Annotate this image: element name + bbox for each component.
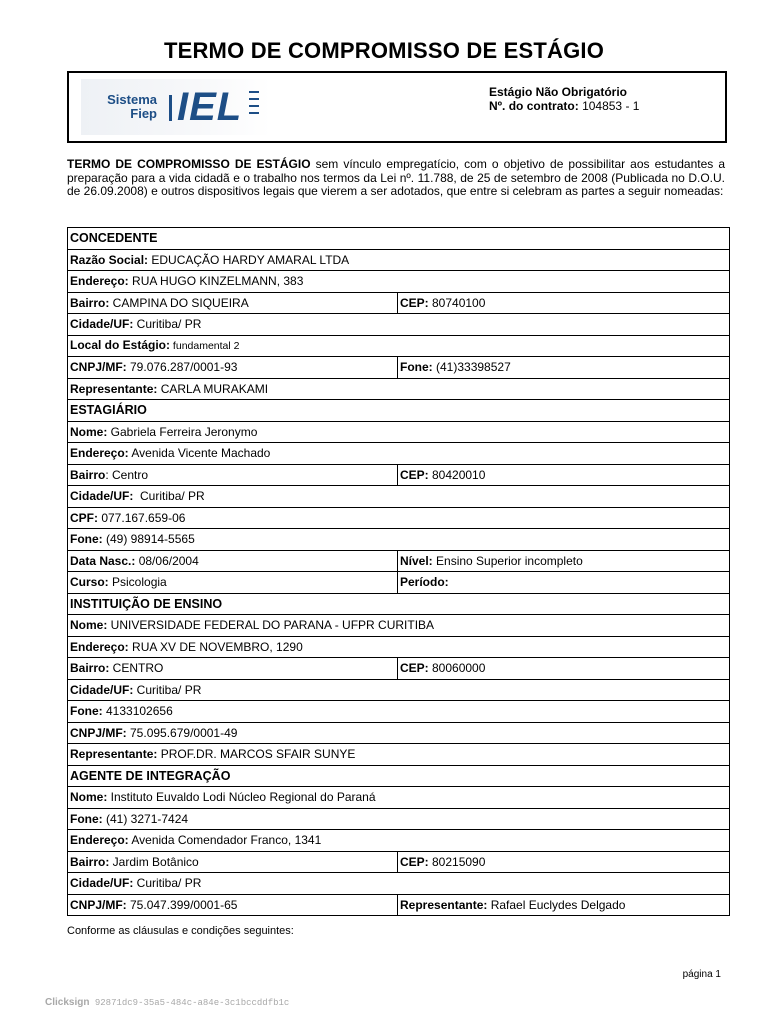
estagiario-curso [68,572,398,594]
estagiario-nivel [398,550,730,572]
field-value: RUA HUGO KINZELMANN, 383 [128,274,304,289]
table-row [68,249,730,271]
table-row [68,292,730,314]
field-value: Instituto Euvaldo Lodi Núcleo Regional do Paraná [107,790,376,805]
field-label: CEP: [400,661,429,676]
table-row [68,679,730,701]
field-label: Endereço: [70,446,129,461]
agente-nome [68,787,730,809]
instituicao-nome [68,615,730,637]
agente-bairro [68,851,398,873]
field-value: Curitiba/ PR [133,876,202,891]
field-label: CNPJ/MF: [70,897,127,912]
clicksign-watermark [45,997,289,1008]
field-value: Ensino Superior incompleto [432,553,583,568]
field-label: Endereço: [70,833,129,848]
estagiario-fone [68,529,730,551]
field-label: CPF: [70,510,98,525]
field-label: Nome: [70,618,108,633]
field-value: fundamental 2 [170,340,240,353]
field-value: RUA XV DE NOVEMBRO, 1290 [128,639,303,654]
field-label: CNPJ/MF: [70,725,127,740]
field-value: CARLA MURAKAMI [157,381,269,396]
field-label: Fone: [70,704,103,719]
field-label: Endereço: [70,274,129,289]
logo-text [97,93,157,121]
table-row [68,529,730,551]
instituicao-endereco [68,636,730,658]
field-label: Cidade/UF: [70,682,134,697]
intro-bold: TERMO DE COMPROMISSO DE ESTÁGIO [67,157,311,171]
field-value: Avenida Vicente Machado [128,446,271,461]
table-row [68,443,730,465]
agente-endereco [68,830,730,852]
logo-line2: Fiep [130,106,157,121]
logo-dashes-icon [249,91,263,119]
section-instituicao: INSTITUIÇÃO DE ENSINO [68,593,730,615]
contract-number-value: 104853 - 1 [582,99,640,113]
field-value: Jardim Botânico [109,854,199,869]
instituicao-cnpj [68,722,730,744]
field-label: Curso: [70,575,109,590]
field-label: Nível: [400,553,433,568]
field-label: CEP: [400,467,429,482]
clicksign-brand: Clicksign [45,997,90,1008]
field-value: Rafael Euclydes Delgado [487,897,626,912]
table-row [68,593,730,615]
table-row [68,894,730,916]
field-value: 80215090 [428,854,486,869]
field-value: : Centro [105,467,149,482]
intro-text: sem vínculo empregatício, com o objetivo de possibilitar aos estudantes a preparação para a vida cidadã e o trabalho nos termos da Lei nº. 11.788, de 25 de setembro de 2008 (Publicada no D.O.U. de 26.09.2008) e outros dispositivos legais que vierem a ser adotados, que entre si celebram as partes a seguir nomeadas: [67,157,726,199]
field-value: Avenida Comendador Franco, 1341 [128,833,322,848]
field-value: 75.047.399/0001-65 [126,897,238,912]
agente-representante [398,894,730,916]
document-title: TERMO DE COMPROMISSO DE ESTÁGIO [163,38,605,63]
instituicao-cidade [68,679,730,701]
field-value: (41) 3271-7424 [102,811,189,826]
parties-table [67,227,730,916]
estagiario-cidade [68,486,730,508]
field-value: EDUCAÇÃO HARDY AMARAL LTDA [148,252,350,267]
field-label: Data Nasc.: [70,553,136,568]
field-value: Curitiba/ PR [133,682,202,697]
concedente-representante [68,378,730,400]
concedente-cep [398,292,730,314]
field-value: PROF.DR. MARCOS SFAIR SUNYE [157,747,356,762]
instituicao-cep [398,658,730,680]
field-value: Psicologia [108,575,167,590]
concedente-endereco [68,271,730,293]
field-label: Razão Social: [70,252,149,267]
field-label: Bairro: [70,661,110,676]
instituicao-representante [68,744,730,766]
concedente-cnpj [68,357,398,379]
header-box [67,71,727,143]
section-concedente: CONCEDENTE [68,228,730,250]
table-row [68,228,730,250]
table-row [68,722,730,744]
concedente-razao [68,249,730,271]
field-label: Representante: [400,897,488,912]
field-value: 80420010 [428,467,486,482]
table-row [68,378,730,400]
field-label: Representante: [70,381,158,396]
agente-cnpj [68,894,398,916]
sistema-fiep-iel-logo [81,79,271,135]
field-label: Representante: [70,747,158,762]
field-label: CEP: [400,295,429,310]
field-value: 4133102656 [102,704,173,719]
table-row [68,550,730,572]
field-value: 80740100 [428,295,486,310]
field-label: Endereço: [70,639,129,654]
instituicao-fone [68,701,730,723]
concedente-local [68,335,730,357]
clauses-note: Conforme as cláusulas e condições seguintes: [67,925,294,937]
field-label: Cidade/UF: [70,489,134,504]
field-value: Curitiba/ PR [133,317,202,332]
table-row [68,271,730,293]
field-label: Bairro: [70,854,110,869]
estagiario-periodo [398,572,730,594]
agente-cep [398,851,730,873]
logo-line1: Sistema [107,92,157,107]
field-label: Bairro: [70,295,110,310]
field-value: CAMPINA DO SIQUEIRA [109,295,249,310]
table-row [68,400,730,422]
table-row [68,658,730,680]
field-label: Fone: [70,532,103,547]
estagiario-nascimento [68,550,398,572]
section-estagiario: ESTAGIÁRIO [68,400,730,422]
estagiario-cpf [68,507,730,529]
field-label: Período: [400,575,449,590]
field-label: Bairro [70,467,106,482]
field-value: Gabriela Ferreira Jeronymo [107,424,258,439]
field-label: Nome: [70,790,108,805]
contract-info [489,85,639,113]
estagiario-endereco [68,443,730,465]
table-row [68,464,730,486]
table-row [68,830,730,852]
field-label: Cidade/UF: [70,876,134,891]
table-row [68,615,730,637]
table-row [68,335,730,357]
table-row [68,765,730,787]
table-row [68,744,730,766]
field-value: UNIVERSIDADE FEDERAL DO PARANA - UFPR CURITIBA [107,618,435,633]
table-row [68,636,730,658]
table-row [68,873,730,895]
field-label: Local do Estágio: [70,338,171,353]
agente-fone [68,808,730,830]
field-label: Fone: [70,811,103,826]
field-label: CEP: [400,854,429,869]
field-value: 75.095.679/0001-49 [126,725,238,740]
contract-number-label: Nº. do contrato: [489,99,579,113]
field-label: Nome: [70,424,108,439]
field-value: 79.076.287/0001-93 [126,360,238,375]
concedente-fone [398,357,730,379]
field-label: Cidade/UF: [70,317,134,332]
concedente-bairro [68,292,398,314]
table-row [68,787,730,809]
instituicao-bairro [68,658,398,680]
logo-mark: IEL [177,85,243,129]
field-value: 077.167.659-06 [98,510,186,525]
page-number: página 1 [682,969,721,980]
estagiario-bairro [68,464,398,486]
contract-type: Estágio Não Obrigatório [489,85,628,99]
field-label: CNPJ/MF: [70,360,127,375]
concedente-cidade [68,314,730,336]
field-value: (49) 98914-5565 [102,532,195,547]
field-label: Fone: [400,360,433,375]
table-row [68,421,730,443]
estagiario-nome [68,421,730,443]
section-agente: AGENTE DE INTEGRAÇÃO [68,765,730,787]
table-row [68,572,730,594]
field-value: 08/06/2004 [135,553,199,568]
table-row [68,486,730,508]
table-row [68,357,730,379]
intro-paragraph [67,158,725,199]
field-value: CENTRO [109,661,164,676]
estagiario-cep [398,464,730,486]
field-value: 80060000 [428,661,486,676]
clicksign-id: 92871dc9-35a5-484c-a84e-3c1bccddfb1c [94,998,290,1008]
table-row [68,314,730,336]
field-value: (41)33398527 [432,360,511,375]
table-row [68,701,730,723]
field-value: Curitiba/ PR [133,489,205,504]
agente-cidade [68,873,730,895]
table-row [68,808,730,830]
table-row [68,507,730,529]
table-row [68,851,730,873]
